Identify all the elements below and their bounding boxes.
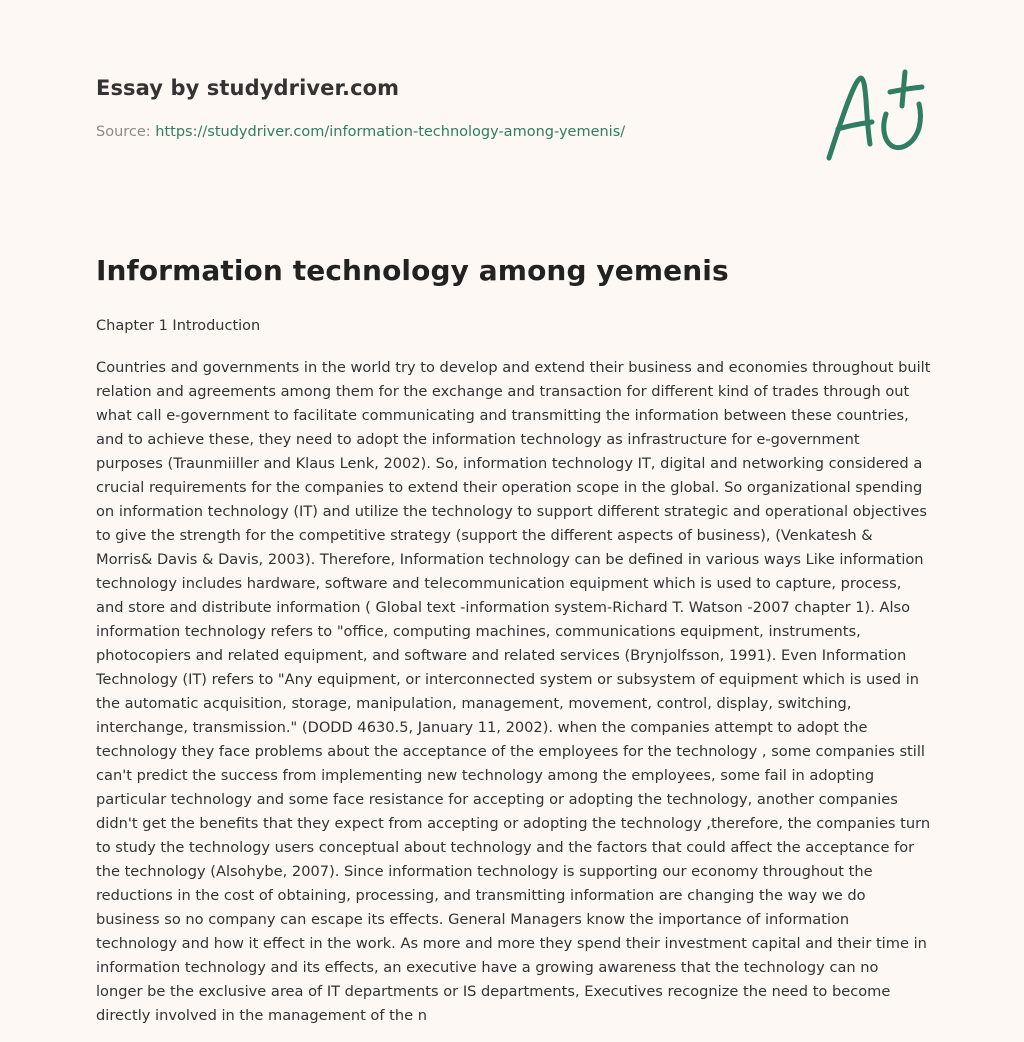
body-line: and to achieve these, they need to adopt the information technology as infrastructure for e-government <box>96 431 860 448</box>
body-line: technology and how it effect in the work. As more and more they spend their investment capital and their time in <box>96 935 927 952</box>
body-line: to study the technology users conceptual about technology and the factors that could affect the acceptance for <box>96 839 915 856</box>
body-line: Morris& Davis & Davis, 2003). Therefore, Information technology can be defined in various ways Like information <box>96 551 924 568</box>
body-line: reductions in the cost of obtaining, processing, and transmitting information are changing the way we do <box>96 887 866 904</box>
body-line: the technology (Alsohybe, 2007). Since information technology is supporting our economy throughout the <box>96 863 873 880</box>
a-plus-logo-icon <box>820 66 930 166</box>
body-line: photocopiers and related equipment, and software and related services (Brynjolfsson, 1991). Even Information <box>96 647 907 664</box>
brand-title: Essay by studydriver.com <box>96 76 400 100</box>
essay-body <box>96 356 938 1028</box>
body-line: what call e-government to facilitate communicating and transmitting the information between these countries, <box>96 407 909 424</box>
source-link[interactable]: https://studydriver.com/information-technology-among-yemenis/ <box>155 124 626 140</box>
body-line: didn't get the benefits that they expect from accepting or adopting the technology ,therefore, the companies turn <box>96 815 931 832</box>
body-line: particular technology and some face resistance for accepting or adopting the technology, another companies <box>96 791 898 808</box>
body-line: crucial requirements for the companies to extend their operation scope in the global. So organizational spending <box>96 479 923 496</box>
body-line: Countries and governments in the world try to develop and extend their business and economies throughout built <box>96 359 931 376</box>
body-line: can't predict the success from implementing new technology among the employees, some fail in adopting <box>96 767 875 784</box>
page-title: Information technology among yemenis <box>96 254 729 287</box>
body-line: to give the strength for the competitive strategy (support the different aspects of business), (Venkatesh & <box>96 527 873 544</box>
body-line: business so no company can escape its effects. General Managers know the importance of information <box>96 911 850 928</box>
source-line <box>96 124 796 140</box>
body-line: the automatic acquisition, storage, manipulation, management, movement, control, display, switching, <box>96 695 852 712</box>
body-line: longer be the exclusive area of IT departments or IS departments, Executives recognize the need to become <box>96 983 891 1000</box>
essay-header <box>96 76 796 140</box>
body-line: technology they face problems about the acceptance of the employees for the technology , some companies still <box>96 743 925 760</box>
body-line: directly involved in the management of the n <box>96 1007 427 1024</box>
body-line: and store and distribute information ( Global text -information system-Richard T. Watson -2007 chapter 1). Also <box>96 599 911 616</box>
body-line: on information technology (IT) and utilize the technology to support different strategic and operational objectives <box>96 503 927 520</box>
body-line: information technology and its effects, an executive have a growing awareness that the technology can no <box>96 959 879 976</box>
body-line: Technology (IT) refers to "Any equipment, or interconnected system or subsystem of equipment which is used in <box>96 671 920 688</box>
body-line: relation and agreements among them for the exchange and transaction for different kind of trades through out <box>96 383 910 400</box>
source-label: Source: <box>96 124 151 140</box>
body-line: technology includes hardware, software and telecommunication equipment which is used to capture, process, <box>96 575 902 592</box>
body-line: information technology refers to "office, computing machines, communications equipment, instruments, <box>96 623 861 640</box>
body-line: interchange, transmission." (DODD 4630.5, January 11, 2002). when the companies attempt to adopt the <box>96 719 868 736</box>
chapter-heading: Chapter 1 Introduction <box>96 318 261 334</box>
body-line: purposes (Traunmiiller and Klaus Lenk, 2002). So, information technology IT, digital and networking considered a <box>96 455 923 472</box>
